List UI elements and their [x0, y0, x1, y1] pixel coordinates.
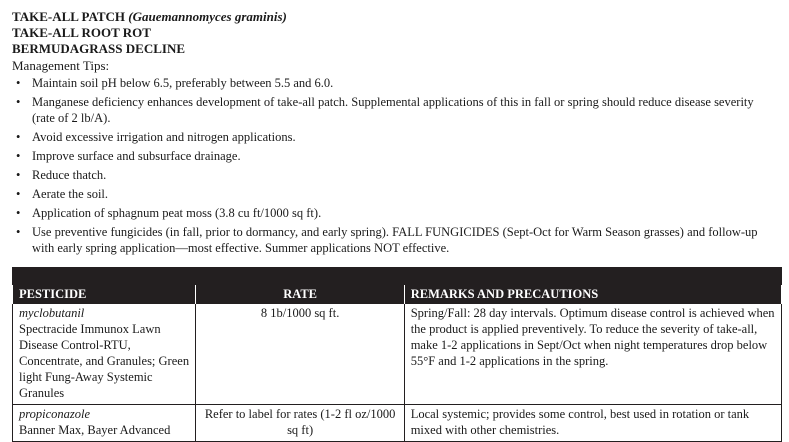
tip-text: Improve surface and subsurface drainage.: [32, 149, 241, 163]
tip-item: [16, 205, 776, 221]
tip-item: [16, 94, 776, 126]
tip-item: [16, 224, 776, 256]
table-row: [13, 405, 782, 442]
bullet-icon: •: [16, 225, 21, 239]
tip-text: Reduce thatch.: [32, 168, 107, 182]
product-names: Spectracide Immunox Lawn Disease Control-RTU, Concentrate, and Granules; Green light Fung-Away Systemic Granules: [19, 322, 190, 400]
pesticide-table: [12, 285, 782, 442]
title-take-all-patch: [12, 9, 287, 25]
bullet-icon: •: [16, 187, 21, 201]
table-row: [13, 304, 782, 405]
bullet-icon: •: [16, 149, 21, 163]
header-pesticide: PESTICIDE: [13, 285, 196, 304]
bullet-icon: •: [16, 168, 21, 182]
pesticide-cell: [13, 405, 196, 442]
header-remarks: REMARKS AND PRECAUTIONS: [404, 285, 781, 304]
header-rate: RATE: [196, 285, 404, 304]
bullet-icon: •: [16, 76, 21, 90]
management-tips-label: Management Tips:: [12, 58, 110, 73]
tip-item: [16, 75, 776, 91]
tip-item: [16, 129, 776, 145]
remarks-cell: Spring/Fall: 28 day intervals. Optimum disease control is achieved when the product is applied preventively. To reduce the severity of take-all, make 1-2 applications in Sept/Oct when night temperatures drop below 55°F and 1-2 applications in the spring.: [404, 304, 781, 405]
tip-text: Manganese deficiency enhances development of take-all patch. Supplemental applications of this in fall or spring should reduce disease severity (rate of 2 lb/A).: [32, 95, 754, 125]
rate-cell: Refer to label for rates (1-2 fl oz/1000 sq ft): [196, 405, 404, 442]
tip-text: Application of sphagnum peat moss (3.8 cu ft/1000 sq ft).: [32, 206, 322, 220]
tip-text: Use preventive fungicides (in fall, prior to dormancy, and early spring). FALL FUNGICIDES (Sept-Oct for Warm Season grasses) and follow-up with early spring application—most effective. Summer applications NOT effective.: [32, 225, 758, 255]
title-scientific-name: (Gauemannomyces graminis): [128, 9, 287, 24]
rate-cell: 8 1b/1000 sq ft.: [196, 304, 404, 405]
bullet-icon: •: [16, 206, 21, 220]
table-top-bar: [12, 267, 782, 285]
pesticide-cell: [13, 304, 196, 405]
bullet-icon: •: [16, 130, 21, 144]
title-bermudagrass-decline: BERMUDAGRASS DECLINE: [12, 41, 185, 56]
title-main: TAKE-ALL PATCH: [12, 9, 129, 24]
management-tips-list: [16, 75, 776, 259]
title-take-all-root-rot: TAKE-ALL ROOT ROT: [12, 25, 151, 40]
tip-text: Maintain soil pH below 6.5, preferably between 5.5 and 6.0.: [32, 76, 334, 90]
chemical-name: myclobutanil: [19, 306, 85, 320]
product-names: Banner Max, Bayer Advanced: [19, 423, 171, 437]
remarks-cell: Local systemic; provides some control, best used in rotation or tank mixed with other chemistries.: [404, 405, 781, 442]
tip-item: [16, 148, 776, 164]
tip-item: [16, 167, 776, 183]
tip-text: Aerate the soil.: [32, 187, 109, 201]
tip-text: Avoid excessive irrigation and nitrogen applications.: [32, 130, 296, 144]
table-header-row: [13, 285, 782, 304]
chemical-name: propiconazole: [19, 407, 91, 421]
tip-item: [16, 186, 776, 202]
bullet-icon: •: [16, 95, 21, 109]
